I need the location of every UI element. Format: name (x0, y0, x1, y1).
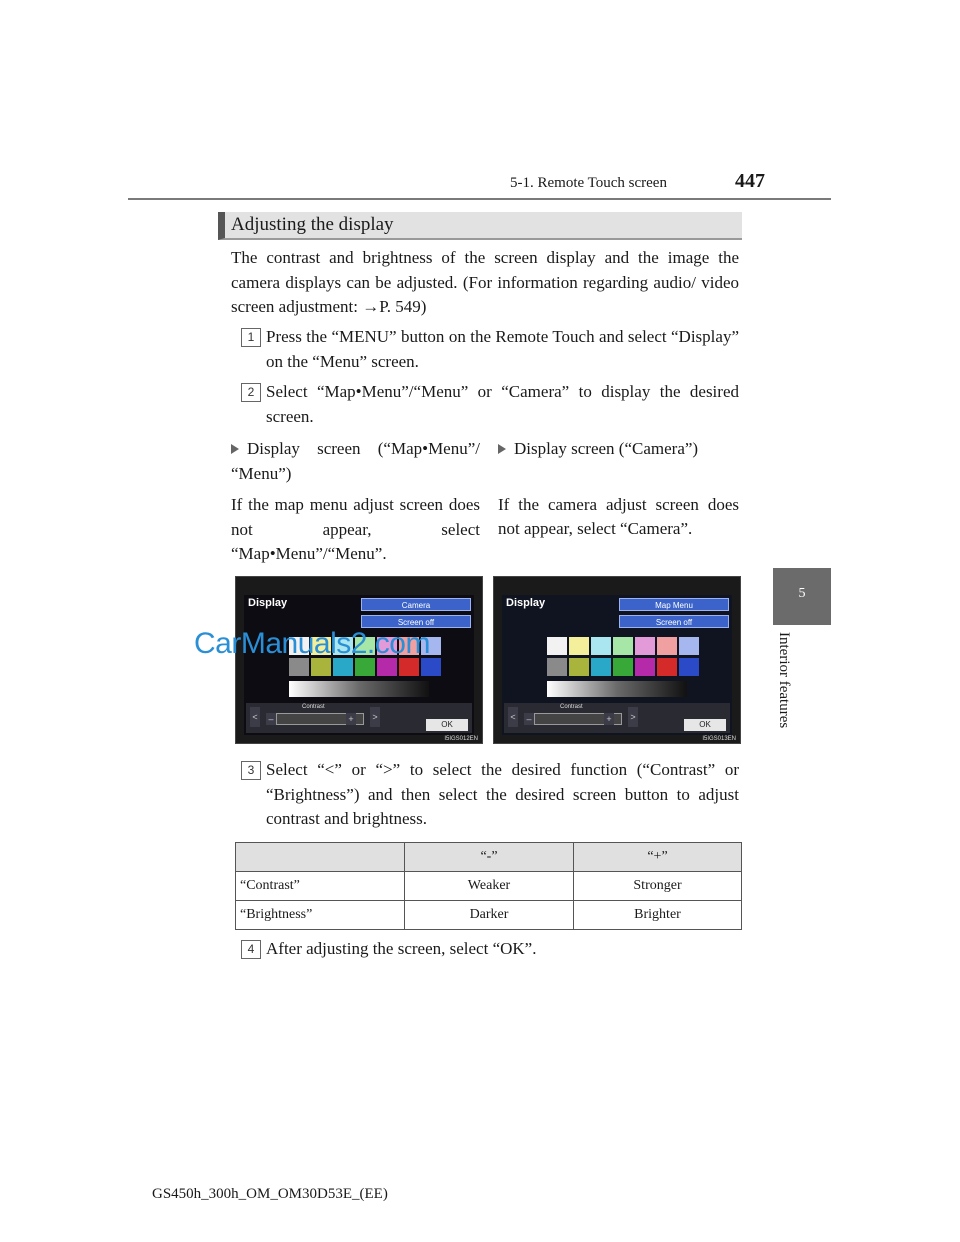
color-swatch (679, 637, 699, 655)
screen-title: Display (248, 597, 288, 609)
color-swatch (613, 658, 633, 676)
watermark: CarManuals2.com (194, 627, 430, 660)
plus-button: + (604, 713, 614, 725)
screen-title: Display (506, 597, 546, 609)
screen-area (502, 595, 732, 735)
column-text: If the camera adjust screen does not appear, select “Camera”. (498, 494, 739, 538)
step-number: 4 (241, 940, 261, 959)
intro-paragraph: The contrast and brightness of the screen display and the image the camera displays can be adjusted. (For information regarding audio/ video screen adjustment: →P. 549) (231, 248, 739, 316)
color-swatch (635, 658, 655, 676)
color-swatch (613, 637, 633, 655)
color-swatch (657, 637, 677, 655)
column-heading: Display screen (“Camera”) (498, 437, 739, 462)
control-label: Contrast (560, 704, 583, 710)
right-arrow-icon: > (370, 707, 380, 727)
step-3 (241, 758, 739, 834)
section-heading: Adjusting the display (218, 212, 742, 240)
step-text: Select “<” or “>” to select the desired function (“Contrast” or “Brightness”) and then select the desired screen button to adjust contrast and brightness. (266, 760, 739, 828)
step-text: Press the “MENU” button on the Remote Touch and select “Display” on the “Menu” screen. (266, 327, 739, 371)
color-swatch (547, 637, 567, 655)
color-swatch (591, 658, 611, 676)
column-right (498, 437, 739, 542)
color-swatch-row (547, 658, 699, 676)
running-header-section: 5-1. Remote Touch screen (510, 175, 667, 191)
display-screen-image-camera (493, 576, 741, 744)
table-header-cell (236, 843, 405, 872)
color-swatch (569, 658, 589, 676)
color-swatch (547, 658, 567, 676)
table-header-row (236, 843, 742, 872)
table-cell: Stronger (574, 872, 742, 901)
color-swatch (591, 637, 611, 655)
table-cell: Darker (405, 901, 574, 930)
grayscale-gradient (547, 681, 687, 697)
map-menu-button: Map Menu (619, 598, 729, 611)
color-swatch-row (547, 637, 699, 655)
chapter-label: Interior features (776, 632, 792, 729)
table-header-cell: “-” (405, 843, 574, 872)
color-swatch (569, 637, 589, 655)
table-row (236, 901, 742, 930)
minus-button: – (524, 713, 534, 725)
right-arrow-icon: > (628, 707, 638, 727)
column-text: If the map menu adjust screen does not appear, select “Map•Menu”/“Menu”. (231, 495, 480, 563)
screen-off-button: Screen off (361, 615, 471, 628)
step-1 (241, 325, 739, 375)
plus-button: + (346, 713, 356, 725)
ok-button: OK (684, 719, 726, 731)
table-row (236, 872, 742, 901)
document-code-footer: GS450h_300h_OM_OM30D53E_(EE) (152, 1186, 388, 1202)
minus-button: – (266, 713, 276, 725)
figure-code: I5IGS012EN (444, 736, 478, 742)
step-number: 3 (241, 761, 261, 780)
figure-code: I5IGS013EN (702, 736, 736, 742)
step-text: Select “Map•Menu”/“Menu” or “Camera” to display the desired screen. (266, 382, 739, 426)
step-4 (241, 937, 739, 963)
header-rule (128, 198, 831, 200)
table-cell: “Brightness” (236, 901, 405, 930)
column-heading: Display screen (“Map•Menu”/ “Menu”) (231, 439, 480, 483)
adjust-control (246, 703, 472, 733)
step-number: 2 (241, 383, 261, 402)
step-number: 1 (241, 328, 261, 347)
chapter-tab: 5 (773, 568, 831, 625)
column-left (231, 437, 480, 567)
triangle-bullet-icon (498, 444, 506, 454)
ok-button: OK (426, 719, 468, 731)
screen-area (244, 595, 474, 735)
table-cell: Weaker (405, 872, 574, 901)
camera-button: Camera (361, 598, 471, 611)
page-number: 447 (735, 170, 765, 192)
left-arrow-icon: < (250, 707, 260, 727)
left-arrow-icon: < (508, 707, 518, 727)
table-cell: Brighter (574, 901, 742, 930)
step-2 (241, 380, 739, 430)
table-header-cell: “+” (574, 843, 742, 872)
control-label: Contrast (302, 704, 325, 710)
screen-off-button: Screen off (619, 615, 729, 628)
adjust-control (504, 703, 730, 733)
adjustment-table (235, 842, 742, 930)
table-cell: “Contrast” (236, 872, 405, 901)
triangle-bullet-icon (231, 444, 239, 454)
grayscale-gradient (289, 681, 429, 697)
color-swatch (657, 658, 677, 676)
color-swatch (679, 658, 699, 676)
color-swatch (635, 637, 655, 655)
step-text: After adjusting the screen, select “OK”. (266, 939, 537, 958)
